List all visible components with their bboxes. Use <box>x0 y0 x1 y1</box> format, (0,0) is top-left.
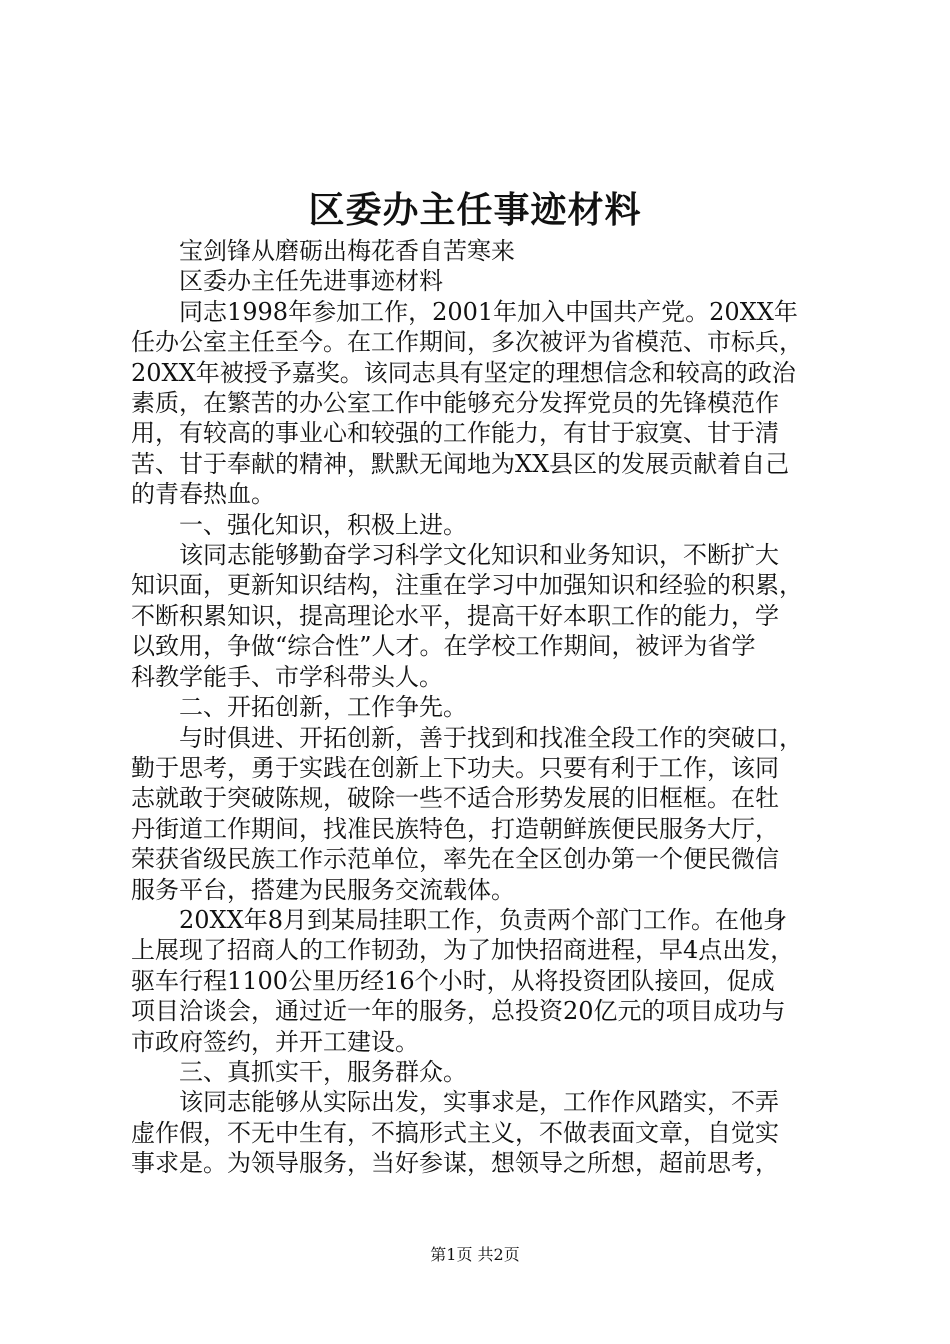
text-line: 用，有较高的事业心和较强的工作能力，有甘于寂寞、甘于清 <box>131 419 779 448</box>
text-line: 丹街道工作期间，找准民族特色，打造朝鲜族便民服务大厅， <box>131 814 779 843</box>
text-line: 勤于思考，勇于实践在创新上下功夫。只要有利于工作，该同 <box>131 753 779 782</box>
text-line: 知识面，更新知识结构，注重在学习中加强知识和经验的积累， <box>131 571 803 600</box>
text-line: 不断积累知识，提高理论水平，提高干好本职工作的能力，学 <box>131 601 779 630</box>
text-line: 虚作假，不无中生有，不搞形式主义，不做表面文章，自觉实 <box>131 1118 779 1147</box>
text-line: 的青春热血。 <box>131 480 275 509</box>
text-line: 以致用，争做“综合性”人才。在学校工作期间，被评为省学 <box>131 632 756 661</box>
text-line: 服务平台，搭建为民服务交流载体。 <box>131 875 515 904</box>
text-line: 素质，在繁苦的办公室工作中能够充分发挥党员的先锋模范作 <box>131 389 779 418</box>
text-line: 一、强化知识，积极上进。 <box>179 510 467 539</box>
text-line: 项目洽谈会，通过近一年的服务，总投资20亿元的项目成功与 <box>131 997 786 1026</box>
text-line: 20XX年被授予嘉奖。该同志具有坚定的理想信念和较高的政治 <box>131 358 796 387</box>
document-title: 区委办主任事迹材料 <box>308 189 642 231</box>
text-line: 区委办主任先进事迹材料 <box>179 267 443 296</box>
text-line: 志就敢于突破陈规，破除一些不适合形势发展的旧框框。在牡 <box>131 784 779 813</box>
text-line: 科教学能手、市学科带头人。 <box>131 662 443 691</box>
text-line: 二、开拓创新，工作争先。 <box>179 693 467 722</box>
text-line: 苦、甘于奉献的精神，默默无闻地为XX县区的发展贡献着自己 <box>131 449 790 478</box>
text-line: 该同志能够勤奋学习科学文化知识和业务知识，不断扩大 <box>179 541 779 570</box>
text-line: 与时俱进、开拓创新，善于找到和找准全段工作的突破口， <box>179 723 803 752</box>
text-line: 该同志能够从实际出发，实事求是，工作作风踏实，不弄 <box>179 1088 779 1117</box>
text-line: 驱车行程1100公里历经16个小时，从将投资团队接回，促成 <box>131 966 775 995</box>
text-line: 荣获省级民族工作示范单位，率先在全区创办第一个便民微信 <box>131 845 779 874</box>
text-line: 事求是。为领导服务，当好参谋，想领导之所想，超前思考， <box>131 1149 779 1178</box>
document-body <box>131 236 831 1179</box>
text-line: 20XX年8月到某局挂职工作，负责两个部门工作。在他身 <box>179 905 787 934</box>
page-footer: 第1页 共2页 <box>430 1245 520 1264</box>
text-line: 市政府签约，并开工建设。 <box>131 1027 419 1056</box>
text-line: 同志1998年参加工作，2001年加入中国共产党。20XX年 <box>179 297 798 326</box>
text-line: 宝剑锋从磨砺出梅花香自苦寒来 <box>179 237 515 265</box>
text-line: 任办公室主任至今。在工作期间，多次被评为省模范、市标兵， <box>131 328 803 357</box>
text-line: 上展现了招商人的工作韧劲，为了加快招商进程，早4点出发， <box>131 936 795 965</box>
text-line: 三、真抓实干，服务群众。 <box>179 1057 467 1086</box>
